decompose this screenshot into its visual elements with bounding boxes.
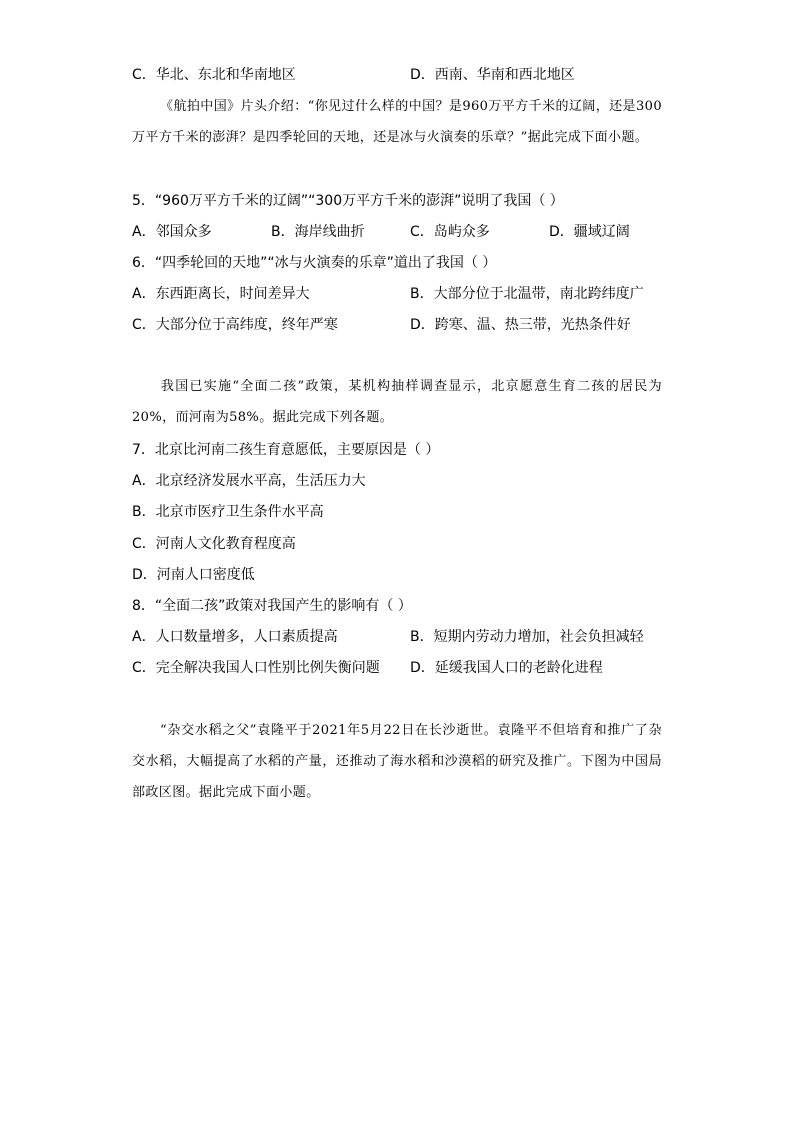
passage-two-child-policy-text: 我国已实施“全面二孩”政策，某机构抽样调查显示，北京愿意生育二孩的居民为20%，而河南为58%。据此完成下列各题。	[132, 379, 662, 425]
question-6-option-a: A．东西距离长，时间差异大	[132, 286, 310, 302]
question-7-stem: 7．北京比河南二孩生育意愿低，主要原因是（ ）	[132, 442, 440, 458]
question-7-option-d: D．河南人口密度低	[132, 567, 255, 583]
question-7-option-a: A．北京经济发展水平高，生活压力大	[132, 473, 366, 489]
prev-option-c: C．华北、东北和华南地区	[132, 67, 296, 83]
question-6-option-c: C．大部分位于高纬度，终年严寒	[132, 317, 338, 333]
passage-yuan-longping-text: “杂交水稻之父”袁隆平于2021年5月22日在长沙逝世。袁隆平不但培育和推广了杂交水稻，大幅提高了水稻的产量，还推动了海水稻和沙漠稻的研究及推广。下图为中国局部政区图。据此完成下面小题。	[132, 723, 662, 800]
question-8-option-b: B．短期内劳动力增加，社会负担减轻	[410, 629, 644, 645]
question-5-stem: 5．“960万平方千米的辽阔”“300万平方千米的澎湃”说明了我国（ ）	[132, 193, 564, 209]
question-6-stem: 6．“四季轮回的天地”“冰与火演奏的乐章”道出了我国（ ）	[132, 255, 497, 271]
question-6-option-d: D．跨寒、温、热三带，光热条件好	[410, 317, 631, 333]
question-5-option-c: C．岛屿众多	[410, 224, 490, 240]
question-8-stem: 8．“全面二孩”政策对我国产生的影响有（ ）	[132, 598, 412, 614]
passage-yuan-longping	[132, 715, 662, 808]
passage-aerial-china-text: 《航拍中国》片头介绍：“你见过什么样的中国？是960万平方千米的辽阔，还是300万平方千米的澎湃？是四季轮回的天地，还是冰与火演奏的乐章？”据此完成下面小题。	[132, 99, 662, 145]
prev-option-d: D．西南、华南和西北地区	[410, 67, 575, 83]
question-7-option-b: B．北京市医疗卫生条件水平高	[132, 504, 324, 520]
question-6-option-b: B．大部分位于北温带，南北跨纬度广	[410, 286, 644, 302]
passage-aerial-china	[132, 91, 662, 153]
question-8-option-c: C．完全解决我国人口性别比例失衡问题	[132, 660, 380, 676]
question-5-option-a: A．邻国众多	[132, 224, 212, 240]
question-7-option-c: C．河南人文化教育程度高	[132, 536, 296, 552]
question-8-option-d: D．延缓我国人口的老龄化进程	[410, 660, 603, 676]
question-5-option-d: D．疆域辽阔	[549, 224, 630, 240]
question-8-option-a: A．人口数量增多，人口素质提高	[132, 629, 338, 645]
passage-two-child-policy	[132, 371, 662, 433]
question-5-option-b: B．海岸线曲折	[271, 224, 365, 240]
